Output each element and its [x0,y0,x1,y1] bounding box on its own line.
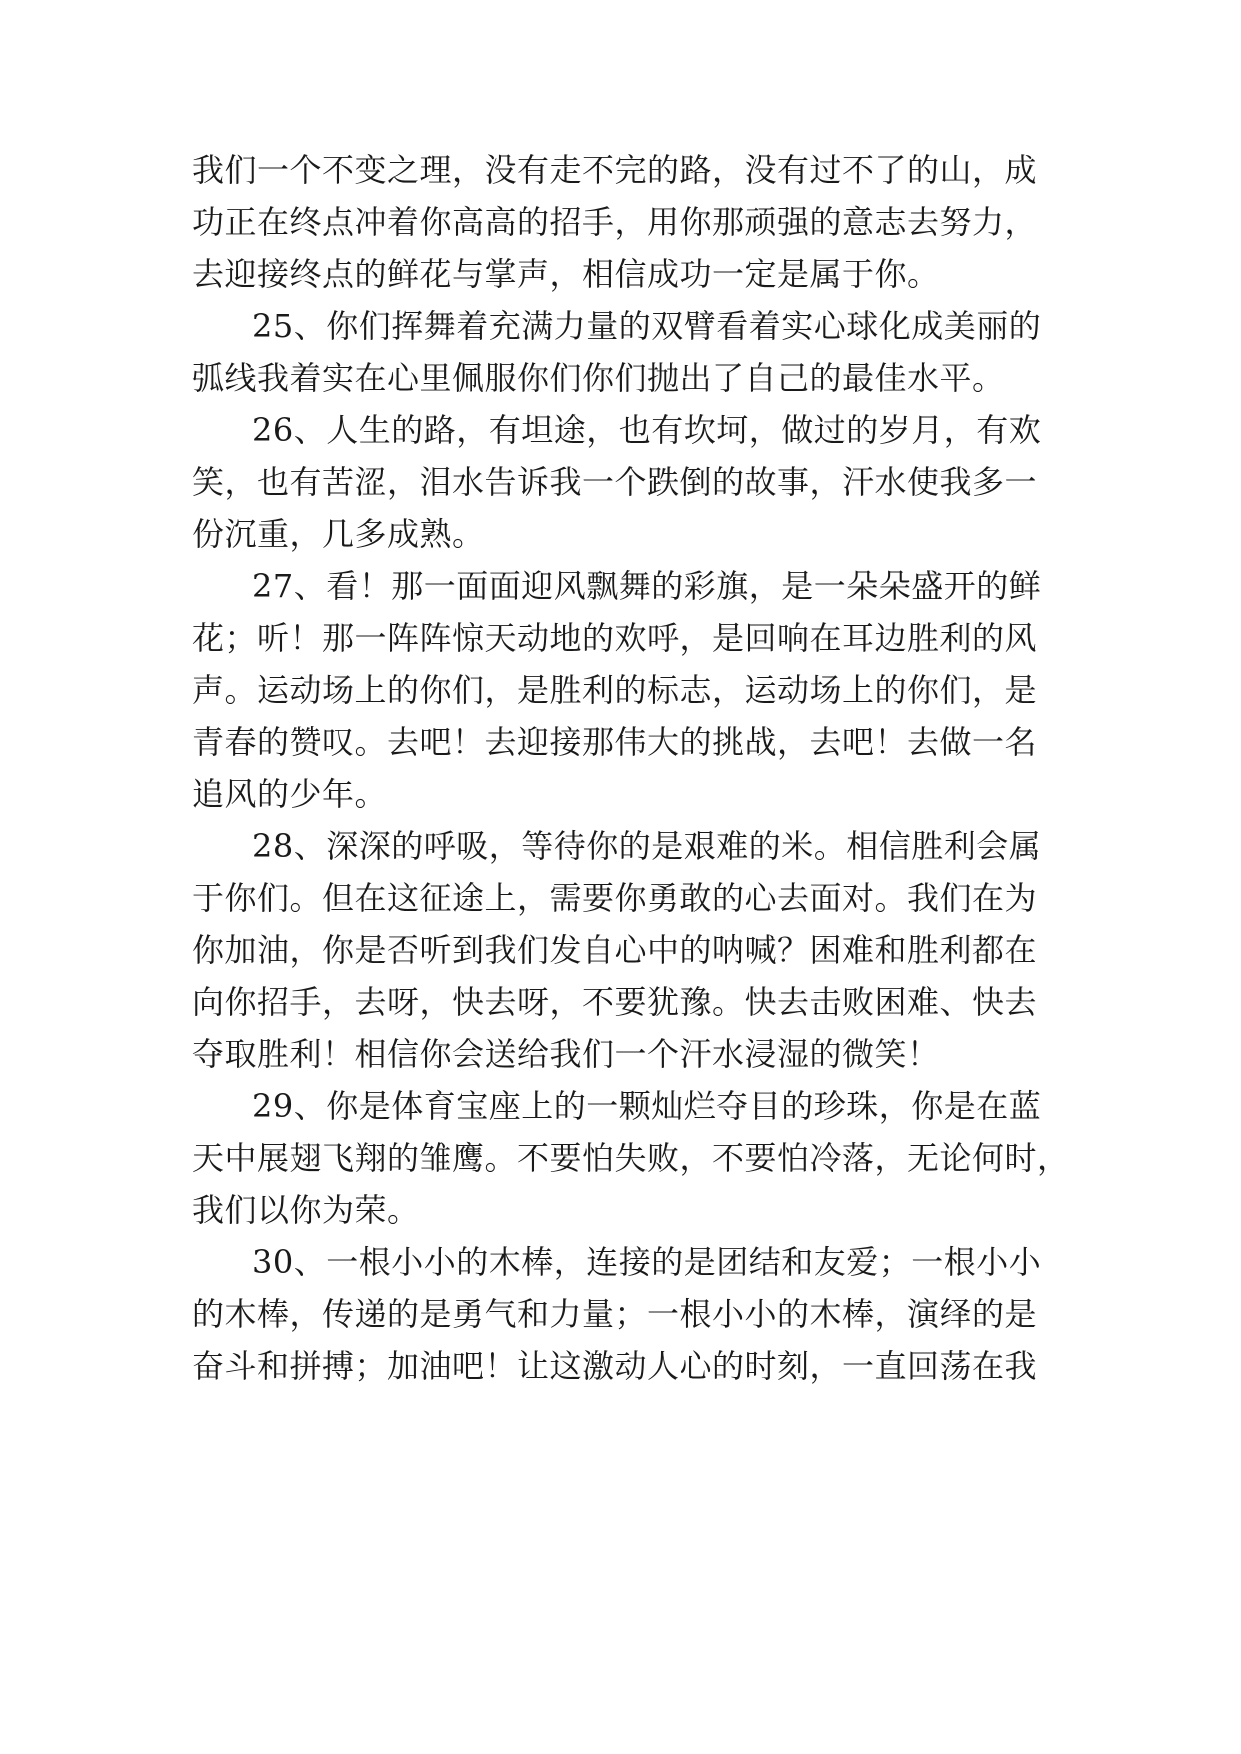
text-line: 你加油，你是否听到我们发自心中的呐喊？困难和胜利都在 [192,931,1038,969]
text-line: 笑，也有苦涩，泪水告诉我一个跌倒的故事，汗水使我多一 [192,463,1038,501]
text-line: 向你招手，去呀，快去呀，不要犹豫。快去击败困难、快去 [192,983,1038,1021]
paragraph-25-start: 25、你们挥舞着充满力量的双臂看着实心球化成美丽的 [252,307,1042,345]
paragraph-26-start: 26、人生的路，有坦途，也有坎坷，做过的岁月，有欢 [252,411,1042,449]
text-line: 弧线我着实在心里佩服你们你们抛出了自己的最佳水平。 [192,359,1005,397]
text-line: 功正在终点冲着你高高的招手，用你那顽强的意志去努力， [192,203,1038,241]
text-line: 份沉重，几多成熟。 [192,515,485,553]
paragraph-28-start: 28、深深的呼吸，等待你的是艰难的米。相信胜利会属 [252,827,1042,865]
text-line: 奋斗和拼搏；加油吧！让这激动人心的时刻，一直回荡在我 [192,1347,1038,1385]
text-line: 追风的少年。 [192,775,388,813]
text-line: 花；听！那一阵阵惊天动地的欢呼，是回响在耳边胜利的风 [192,619,1038,657]
text-line: 去迎接终点的鲜花与掌声，相信成功一定是属于你。 [192,255,940,293]
text-line: 的木棒，传递的是勇气和力量；一根小小的木棒，演绎的是 [192,1295,1038,1333]
paragraph-30-start: 30、一根小小的木棒，连接的是团结和友爱；一根小小 [252,1243,1042,1281]
paragraph-29-start: 29、你是体育宝座上的一颗灿烂夺目的珍珠，你是在蓝 [252,1087,1042,1125]
text-line: 青春的赞叹。去吧！去迎接那伟大的挑战，去吧！去做一名 [192,723,1038,761]
text-line: 天中展翅飞翔的雏鹰。不要怕失败，不要怕冷落，无论何时， [192,1139,1070,1177]
text-line: 我们一个不变之理，没有走不完的路，没有过不了的山，成 [192,151,1038,189]
text-line: 声。运动场上的你们，是胜利的标志，运动场上的你们，是 [192,671,1038,709]
paragraph-27-start: 27、看！那一面面迎风飘舞的彩旗，是一朵朵盛开的鲜 [252,567,1042,605]
text-line: 夺取胜利！相信你会送给我们一个汗水浸湿的微笑！ [192,1035,940,1073]
text-line: 于你们。但在这征途上，需要你勇敢的心去面对。我们在为 [192,879,1038,917]
text-line: 我们以你为荣。 [192,1191,420,1229]
